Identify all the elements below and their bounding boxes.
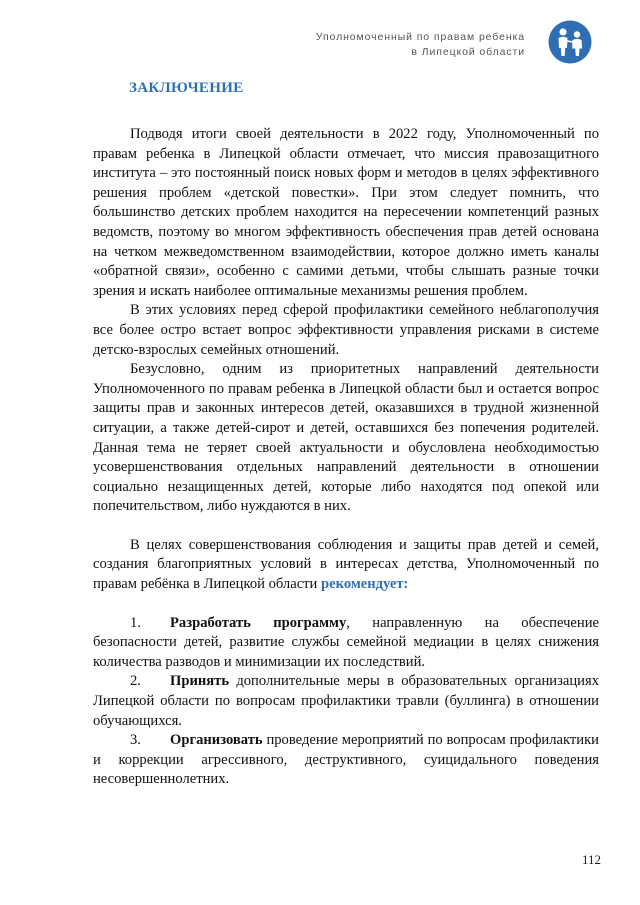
- list-item-bold: Разработать программу: [170, 614, 347, 631]
- page-number: 112: [581, 852, 601, 867]
- paragraph: Подводя итоги своей деятельности в 2022 году, Уполномоченный по правам ребенка в Липецкой области отмечает, что миссия правозащитного института – это постоянный поиск новых форм и методов в целях эффективного решения проблем «детской повестки». При этом следует помнить, что большинство детских проблем находится на пересечении компетенций разных ведомств, поэтому во многом эффективность обеспечения прав детей основана на четком межведомственном взаимодействии, которое должно иметь каналы «обратной связи», особенно с самими детьми, чтобы слышать разные точки зрения и искать наиболее оптимальные механизмы решения проблем.: [93, 126, 599, 299]
- list-number: 1.: [130, 614, 141, 631]
- list-item: [93, 672, 599, 731]
- document-body: [93, 125, 599, 790]
- page-title: ЗАКЛЮЧЕНИЕ: [129, 80, 244, 96]
- list-number: 2.: [130, 673, 141, 690]
- recommend-intro: [93, 536, 599, 595]
- header-org-name: [316, 30, 525, 60]
- list-item-bold: Принять: [170, 673, 230, 690]
- paragraph: В этих условиях перед сферой профилактики семейного неблагополучия все более остро встает вопрос эффективности управления рисками в системе детско-взрослых семейных отношений.: [93, 302, 599, 358]
- children-silhouette-icon: [548, 20, 592, 64]
- list-item-text: дополнительные меры в образовательных организациях Липецкой области по вопросам профилактики травли (буллинга) в отношении обучающихся.: [93, 673, 599, 729]
- list-number: 3.: [130, 732, 141, 749]
- list-item-bold: Организовать: [170, 732, 263, 749]
- header-org-line2: в Липецкой области: [411, 46, 525, 58]
- list-item: [93, 731, 599, 790]
- list-item: [93, 614, 599, 673]
- header-org-line1: Уполномоченный по правам ребенка: [315, 31, 525, 43]
- list-item-text: проведение мероприятий по вопросам профилактики и коррекции агрессивного, деструктивного, суицидального поведения несовершеннолетних.: [93, 732, 599, 788]
- recommend-intro-text: В целях совершенствования соблюдения и защиты прав детей и семей, создания благоприятных условий в интересах детства, Уполномоченный по правам ребёнка в Липецкой области: [93, 536, 599, 593]
- list-item-text: , направленную на обеспечение безопасности детей, развитие службы семейной медиации в целях снижения количества разводов и минимизации их последствий.: [93, 614, 599, 670]
- recommend-word: рекомендует:: [321, 576, 409, 593]
- paragraph: Безусловно, одним из приоритетных направлений деятельности Уполномоченного по правам ребенка в Липецкой области был и остается вопрос защиты прав и законных интересов детей, оказавшихся в трудной жизненной ситуации, а также детей-сирот и детей, оставшихся без попечения родителей. Данная тема не теряет своей актуальности и обусловлена необходимостью усовершенствования отдельных направлений деятельности в отношении социально незащищенных детей, которые либо находятся под опекой или попечительством, либо нуждаются в них.: [93, 361, 599, 515]
